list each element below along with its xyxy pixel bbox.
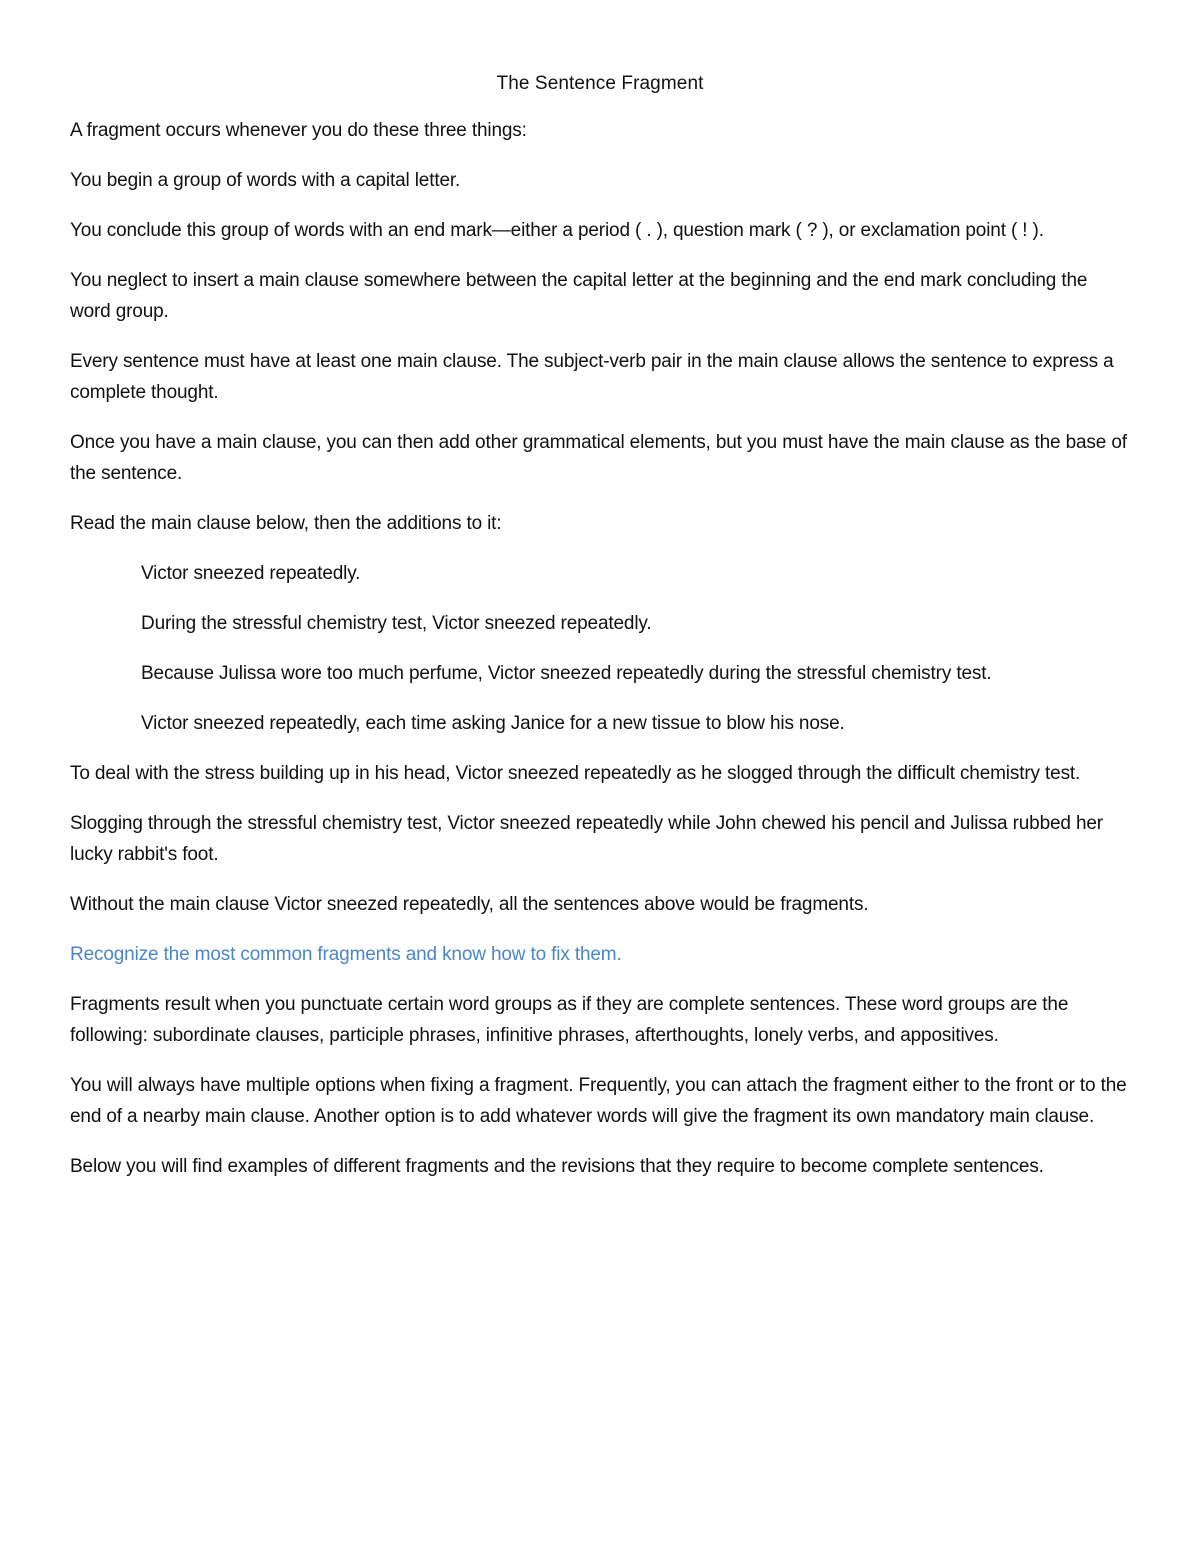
paragraph: Slogging through the stressful chemistry test, Victor sneezed repeatedly while John chewed his pencil and Julissa rubbed her lucky rabbit's foot. xyxy=(70,813,1103,865)
paragraph: Fragments result when you punctuate certain word groups as if they are complete sentences. These word groups are the following: subordinate clauses, participle phrases, infinitive phrases, afterthoughts, lonely verbs, and appositives. xyxy=(70,994,1069,1046)
paragraph: Once you have a main clause, you can then add other grammatical elements, but you must have the main clause as the base of the sentence. xyxy=(70,432,1127,484)
paragraph: Without the main clause Victor sneezed repeatedly, all the sentences above would be fragments. xyxy=(70,894,869,915)
paragraph: You will always have multiple options when fixing a fragment. Frequently, you can attach the fragment either to the front or to the end of a nearby main clause. Another option is to add whatever words will give the fragment its own mandatory main clause. xyxy=(70,1075,1127,1127)
paragraph: Read the main clause below, then the additions to it: xyxy=(70,513,502,534)
paragraph: A fragment occurs whenever you do these three things: xyxy=(70,120,527,141)
paragraph: To deal with the stress building up in his head, Victor sneezed repeatedly as he slogged through the difficult chemistry test. xyxy=(70,763,1081,784)
paragraph: Below you will find examples of different fragments and the revisions that they require to become complete sentences. xyxy=(70,1156,1044,1177)
example-sentence: Victor sneezed repeatedly, each time asking Janice for a new tissue to blow his nose. xyxy=(141,713,845,734)
section-heading-link[interactable]: Recognize the most common fragments and know how to fix them. xyxy=(70,944,622,965)
document-title: The Sentence Fragment xyxy=(496,73,704,94)
example-sentence: Because Julissa wore too much perfume, Victor sneezed repeatedly during the stressful chemistry test. xyxy=(141,663,992,684)
paragraph: You conclude this group of words with an end mark—either a period ( . ), question mark ( ? ), or exclamation point ( ! ). xyxy=(70,220,1044,241)
example-sentence: Victor sneezed repeatedly. xyxy=(141,563,361,584)
example-sentence: During the stressful chemistry test, Victor sneezed repeatedly. xyxy=(141,613,652,634)
paragraph: You begin a group of words with a capital letter. xyxy=(70,170,461,191)
paragraph: You neglect to insert a main clause somewhere between the capital letter at the beginning and the end mark concluding the word group. xyxy=(70,270,1088,322)
document-page xyxy=(70,68,1130,1201)
paragraph: Every sentence must have at least one main clause. The subject-verb pair in the main clause allows the sentence to express a complete thought. xyxy=(70,351,1114,403)
